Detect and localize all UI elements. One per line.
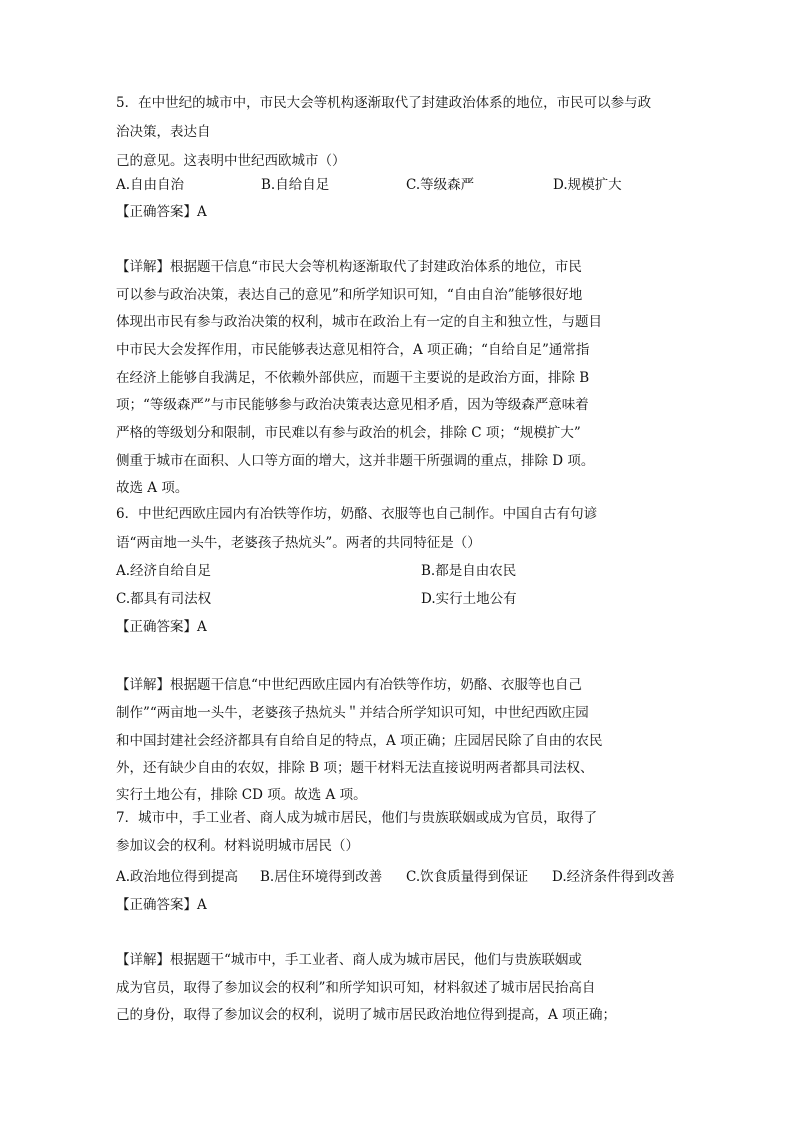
q6-explanation-line-1: 【详解】根据题干信息“中世纪西欧庄园内有冶铁等作坊，奶酪、衣服等也自己 (116, 677, 582, 693)
q6-option-d: D.实行土地公有 (421, 591, 517, 607)
q5-stem-line-1: 5．在中世纪的城市中，市民大会等机构逐渐取代了封建政治体系的地位，市民可以参与政 (116, 95, 652, 111)
q6-explanation-line-4: 外，还有缺少自由的农奴，排除 B 项；题干材料无法直接说明两者都具司法权、 (116, 760, 594, 776)
q5-explanation-line-9: 故选 A 项。 (116, 480, 189, 496)
q5-option-a: A.自由自治 (116, 177, 185, 193)
q5-answer: 【正确答案】A (116, 204, 207, 220)
q5-stem-line-2: 治决策，表达自 (116, 124, 211, 140)
q6-option-b: B.都是自由农民 (421, 563, 517, 579)
q5-option-d: D.规模扩大 (553, 177, 622, 193)
q6-explanation-line-3: 和中国封建社会经济都具有自给自足的特点，A 项正确；庄园居民除了自由的农民 (116, 733, 603, 749)
q6-option-c: C.都具有司法权 (116, 591, 212, 607)
q6-explanation-line-2: 制作”“两亩地一头牛，老婆孩子热炕头＂并结合所学知识可知，中世纪西欧庄园 (116, 705, 589, 721)
q5-explanation-line-3: 体现出市民有参与政治决策的权利，城市在政治上有一定的自主和独立性，与题目 (116, 314, 602, 330)
q5-explanation-line-8: 侧重于城市在面积、人口等方面的增大，这并非题干所强调的重点，排除 D 项。 (116, 453, 595, 469)
q7-explanation-line-2: 成为官员，取得了参加议会的权利”和所学知识可知，材料叙述了城市居民抬高自 (116, 980, 596, 996)
q7-option-d: D.经济条件得到改善 (552, 869, 675, 885)
q7-stem-line-2: 参加议会的权利。材料说明城市居民（） (116, 838, 359, 854)
q7-option-a: A.政治地位得到提高 (116, 869, 239, 885)
q5-explanation-line-5: 在经济上能够自我满足，不依赖外部供应，而题干主要说的是政治方面，排除 B (116, 370, 590, 386)
q5-explanation-line-6: 项；“等级森严”与市民能够参与政治决策表达意见相矛盾，因为等级森严意味着 (116, 397, 589, 413)
q7-option-c: C.饮食质量得到保证 (406, 869, 529, 885)
q7-option-b: B.居住环境得到改善 (260, 869, 383, 885)
q5-explanation-line-2: 可以参与政治决策，表达自己的意见”和所学知识可知，“自由自治”能够很好地 (116, 287, 583, 303)
q7-stem-line-1: 7．城市中，手工业者、商人成为城市居民，他们与贵族联姻或成为官员，取得了 (116, 810, 598, 826)
q7-explanation-line-1: 【详解】根据题干“城市中，手工业者、商人成为城市居民，他们与贵族联姻或 (116, 952, 582, 968)
q6-answer: 【正确答案】A (116, 619, 207, 635)
q5-stem-line-3: 己的意见。这表明中世纪西欧城市（） (116, 153, 346, 169)
q6-stem-line-1: 6．中世纪西欧庄园内有冶铁等作坊，奶酪、衣服等也自己制作。中国自古有句谚 (116, 506, 598, 522)
q5-explanation-line-4: 中市民大会发挥作用，市民能够表达意见相符合，A 项正确；“自给自足”通常指 (116, 342, 590, 358)
q5-explanation-line-7: 严格的等级划分和限制，市民难以有参与政治的机会，排除 C 项；“规模扩大” (116, 425, 581, 441)
q6-explanation-line-5: 实行土地公有，排除 CD 项。故选 A 项。 (116, 787, 367, 803)
q5-option-c: C.等级森严 (406, 177, 475, 193)
q6-option-a: A.经济自给自足 (116, 563, 212, 579)
q5-option-b: B.自给自足 (261, 177, 330, 193)
q5-explanation-line-1: 【详解】根据题干信息“市民大会等机构逐渐取代了封建政治体系的地位，市民 (116, 259, 582, 275)
q6-stem-line-2: 语“两亩地一头牛，老婆孩子热炕头”。两者的共同特征是（） (116, 535, 481, 551)
q7-answer: 【正确答案】A (116, 897, 207, 913)
q7-explanation-line-3: 己的身份，取得了参加议会的权利，说明了城市居民政治地位得到提高，A 项正确； (116, 1007, 617, 1023)
